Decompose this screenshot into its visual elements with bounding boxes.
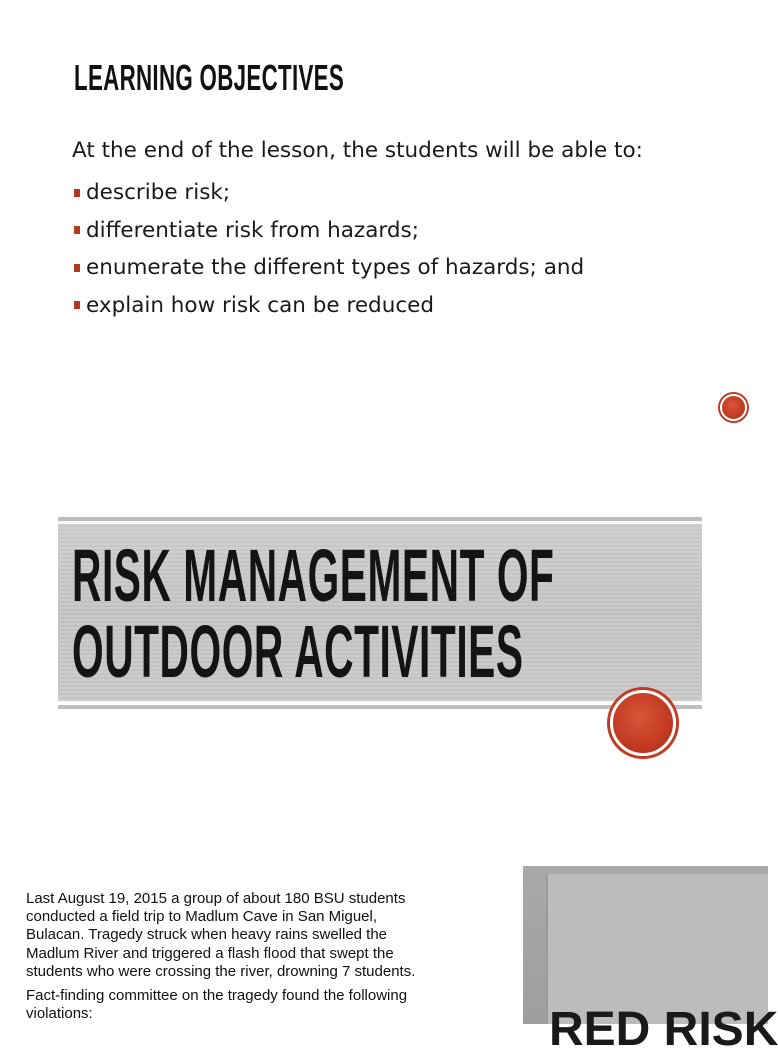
square-bullet-icon [74,264,80,272]
paragraph-line: students who were crossing the river, drowning 7 students. [26,962,416,980]
incident-paragraph [26,890,504,981]
square-bullet-icon [74,301,80,309]
paragraph-line: Fact-finding committee on the tragedy found the following [26,987,408,1005]
findings-paragraph [26,987,504,1023]
title-banner [58,524,702,701]
decorative-circle-icon [720,394,747,421]
banner-title-line-1: RISK MANAGEMENT OF [72,534,555,617]
square-bullet-icon [74,189,80,197]
decorative-circle-icon [610,690,676,756]
banner-bottom-divider [58,705,702,709]
side-panel-inner [546,874,768,1024]
square-bullet-icon [74,226,80,234]
objective-item [74,174,584,212]
objective-text: explain how risk can be reduced [86,292,435,318]
slide-title-learning-objectives: LEARNING OBJECTIVES [74,57,345,98]
objective-item [74,212,584,250]
objective-text: describe risk; [86,180,231,206]
objectives-list [74,174,584,324]
banner-top-divider [58,517,702,521]
paragraph-line: violations: [26,1005,93,1023]
banner-title-line-2: OUTDOOR ACTIVITIES [72,610,524,693]
side-panel-title-partial: RED RISK [549,1003,778,1056]
paragraph-line: Bulacan. Tragedy struck when heavy rains swelled the [26,926,388,944]
paragraph-line: Madlum River and triggered a flash flood that swept the [26,944,394,962]
objective-text: differentiate risk from hazards; [86,217,419,243]
objective-item [74,287,584,325]
side-title-panel [523,866,778,1056]
objective-item [74,249,584,287]
objective-text: enumerate the different types of hazards; and [86,255,585,281]
objectives-intro-text: At the end of the lesson, the students will be able to: [72,138,643,163]
slide-title-risk-management [72,534,555,693]
incident-story [26,890,504,1029]
paragraph-line: conducted a field trip to Madlum Cave in San Miguel, [26,908,378,926]
paragraph-line: Last August 19, 2015 a group of about 180 BSU students [26,890,406,907]
